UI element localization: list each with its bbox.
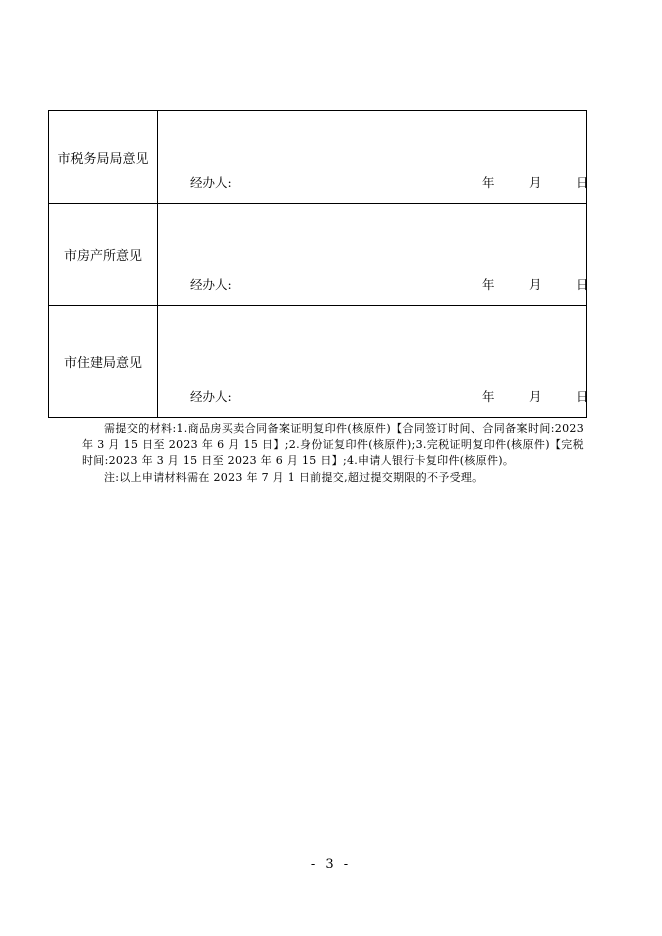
row-label: 市房产所意见 [49, 204, 158, 306]
housing-construction-bureau-row [49, 306, 587, 418]
page-number: - 3 - [310, 857, 352, 872]
handler-label: 经办人: [190, 175, 232, 190]
notes [82, 421, 584, 486]
opinion-table [48, 110, 587, 418]
materials-note: 需提交的材料:1.商品房买卖合同备案证明复印件(核原件)【合同签订时间、合同备案时间:2023 年 3 月 15 日至 2023 年 6 月 15 日】;2.身份证复印件(核原件);3.完税证明复印件(核原件)【完税时间:2023 年 3 月 15 日至 2023 年 6 月 15 日】;4.申请人银行卡复印件(核原件)。 [82, 422, 584, 468]
day-label: 日 [576, 389, 589, 404]
row-label: 市住建局意见 [49, 306, 158, 418]
month-label: 月 [529, 175, 542, 190]
day-label: 日 [576, 175, 589, 190]
housing-office-row [49, 204, 587, 306]
month-label: 月 [529, 277, 542, 292]
sign-line [190, 173, 589, 190]
day-label: 日 [576, 277, 589, 292]
sign-line [190, 387, 589, 404]
handler-label: 经办人: [190, 277, 232, 292]
month-label: 月 [529, 389, 542, 404]
opinion-cell [158, 306, 587, 418]
opinion-cell [158, 204, 587, 306]
year-label: 年 [482, 389, 495, 404]
year-label: 年 [482, 175, 495, 190]
tax-bureau-row [49, 111, 587, 204]
year-label: 年 [482, 277, 495, 292]
row-label: 市税务局局意见 [49, 111, 158, 204]
handler-label: 经办人: [190, 389, 232, 404]
sign-line [190, 275, 589, 292]
deadline-note: 注:以上申请材料需在 2023 年 7 月 1 日前提交,超过提交期限的不予受理。 [104, 470, 484, 484]
opinion-cell [158, 111, 587, 204]
